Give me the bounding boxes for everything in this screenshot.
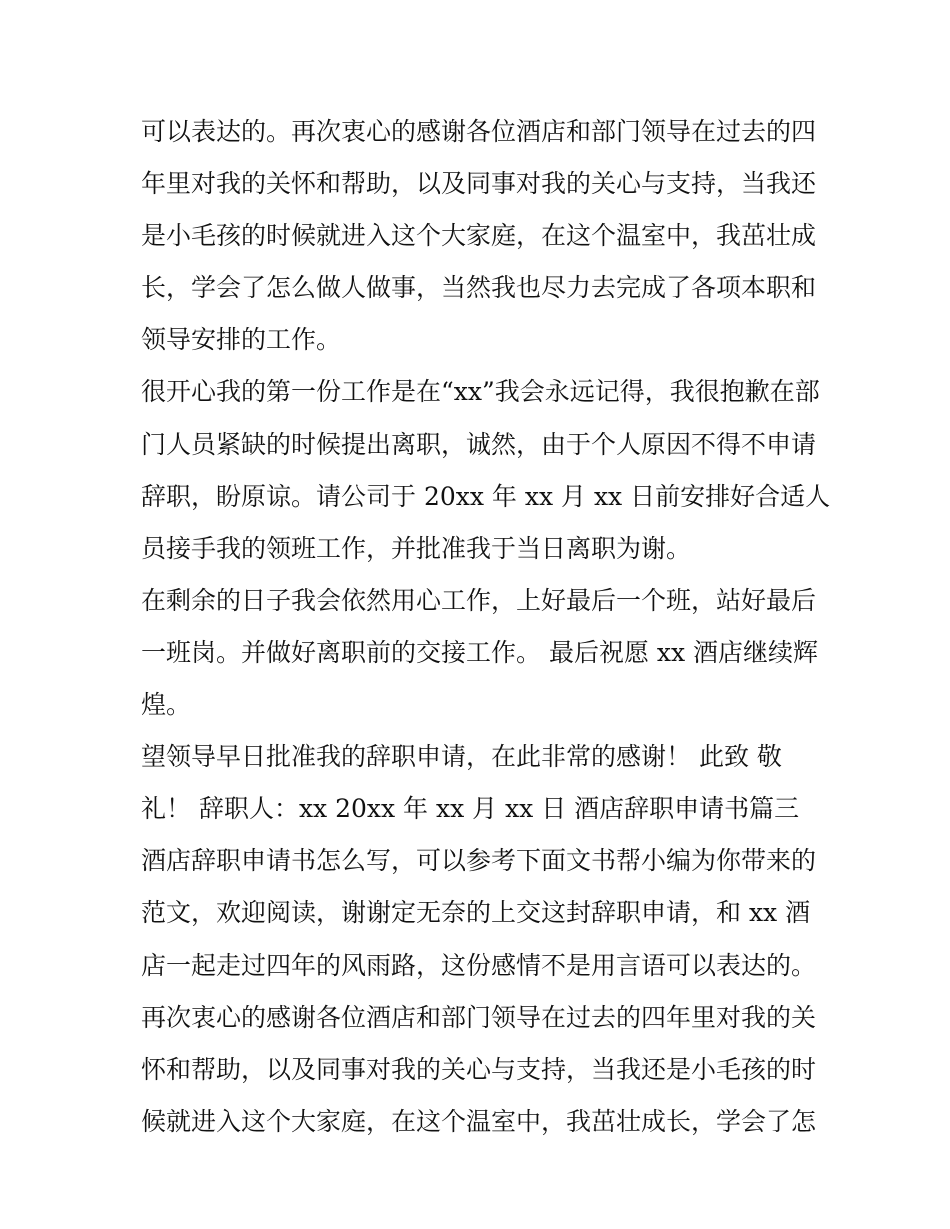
text-line: 礼！ 辞职人：xx 20xx 年 xx 月 xx 日 酒店辞职申请书篇三 — [141, 794, 800, 824]
text-line: 可以表达的。再次衷心的感谢各位酒店和部门领导在过去的四 — [141, 117, 817, 146]
text-line: 很开心我的第一份工作是在“xx”我会永远记得，我很抱歉在部 — [141, 377, 820, 407]
text-line: 望领导早日批准我的辞职申请，在此非常的感谢！ 此致 敬 — [141, 742, 782, 772]
text-line: 长，学会了怎么做人做事，当然我也尽力去完成了各项本职和 — [141, 273, 817, 303]
text-line: 范文，欢迎阅读，谢谢定无奈的上交这封辞职申请，和 xx 酒 — [141, 898, 811, 928]
text-line: 领导安排的工作。 — [141, 325, 342, 355]
text-line: 年里对我的关怀和帮助，以及同事对我的关心与支持，当我还 — [141, 169, 817, 199]
text-line: 是小毛孩的时候就进入这个大家庭，在这个温室中，我茁壮成 — [141, 221, 817, 251]
text-line: 候就进入这个大家庭，在这个温室中，我茁壮成长，学会了怎 — [141, 1106, 817, 1136]
text-line: 怀和帮助，以及同事对我的关心与支持，当我还是小毛孩的时 — [141, 1054, 817, 1084]
text-line: 店一起走过四年的风雨路，这份感情不是用言语可以表达的。 — [141, 950, 817, 980]
text-line: 在剩余的日子我会依然用心工作，上好最后一个班，站好最后 — [141, 585, 817, 615]
text-line: 酒店辞职申请书怎么写，可以参考下面文书帮小编为你带来的 — [141, 846, 817, 876]
text-line: 员接手我的领班工作，并批准我于当日离职为谢。 — [141, 533, 692, 563]
text-line: 煌。 — [141, 690, 192, 720]
document-body — [141, 106, 831, 1148]
text-line: 再次衷心的感谢各位酒店和部门领导在过去的四年里对我的关 — [141, 1002, 817, 1032]
text-line: 门人员紧缺的时候提出离职，诚然，由于个人原因不得不申请 — [141, 429, 817, 459]
text-line: 辞职，盼原谅。请公司于 20xx 年 xx 月 xx 日前安排好合适人 — [141, 481, 831, 511]
text-line: 一班岗。并做好离职前的交接工作。 最后祝愿 xx 酒店继续辉 — [141, 637, 819, 667]
